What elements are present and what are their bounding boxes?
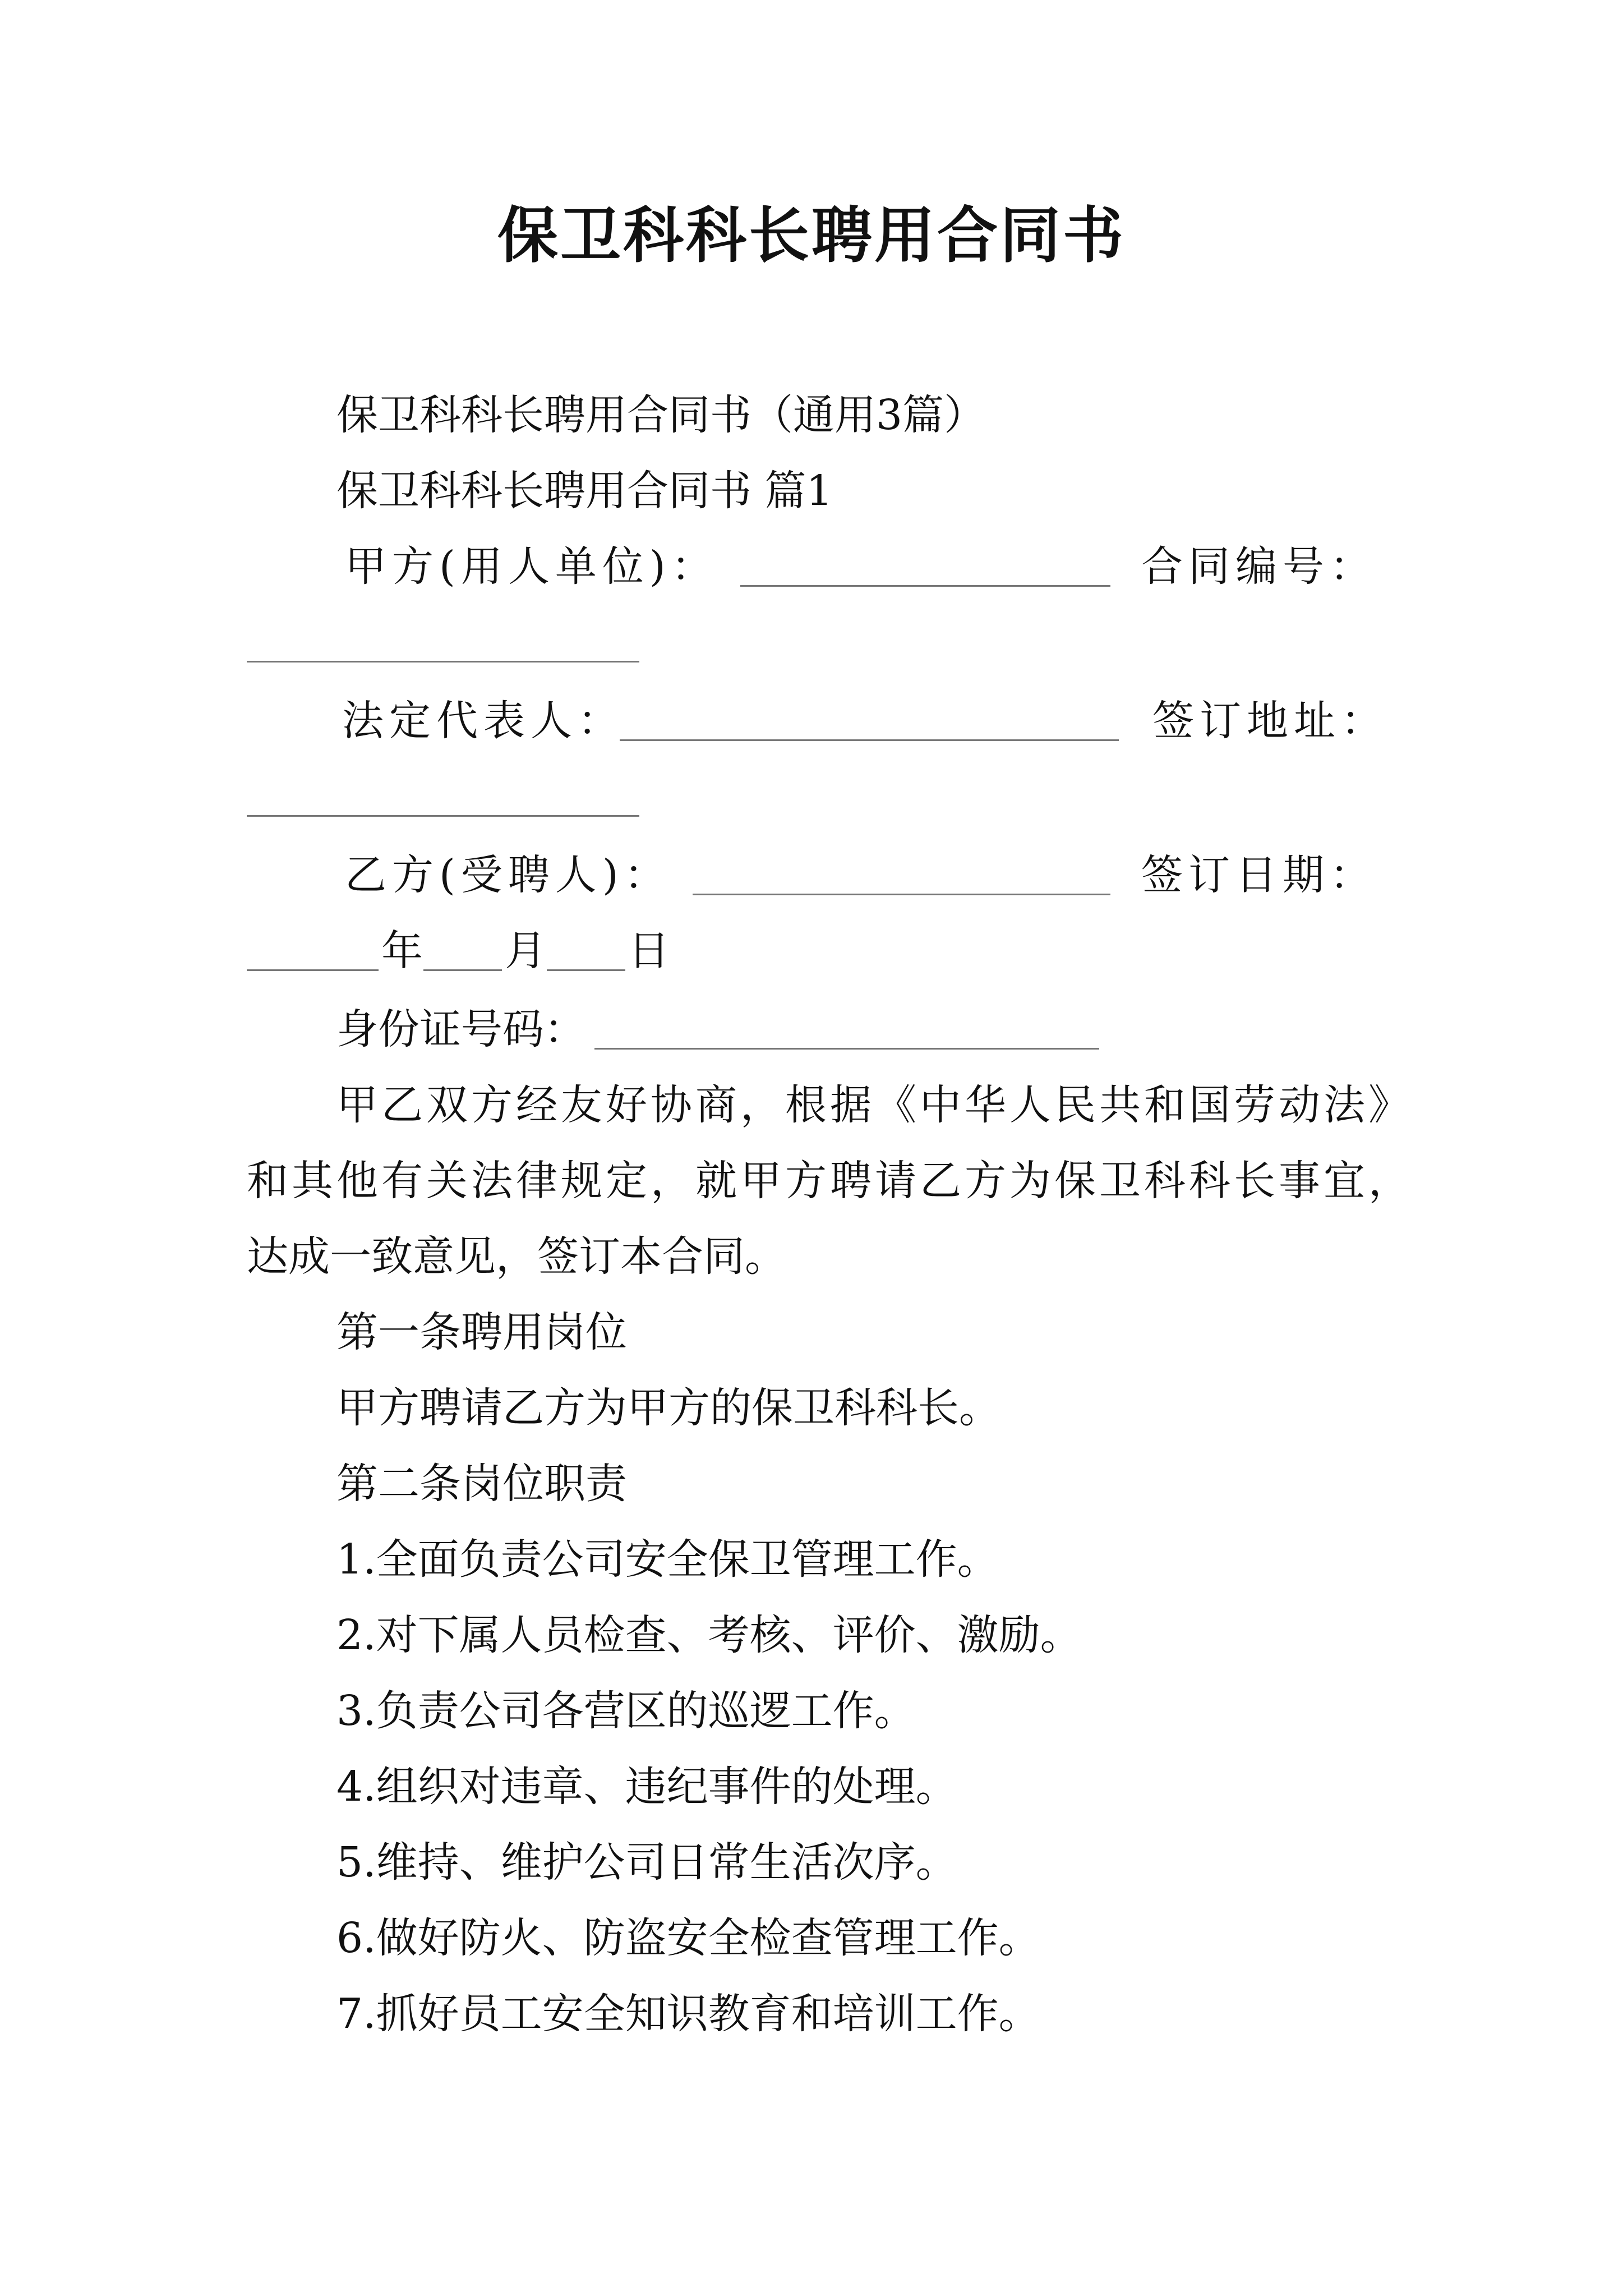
day-label: 日 — [628, 927, 670, 975]
duty-item: 6.做好防火、防盗安全检查管理工作。 — [336, 1914, 1040, 1962]
duty-item: 5.维持、维护公司日常生活次序。 — [336, 1838, 957, 1887]
party-a-blank[interactable] — [740, 541, 1110, 587]
article-1-title: 第一条聘用岗位 — [336, 1308, 627, 1356]
year-blank[interactable] — [247, 926, 379, 971]
party-b-blank[interactable] — [693, 850, 1110, 895]
id-blank[interactable] — [594, 1004, 1099, 1050]
section-heading: 保卫科科长聘用合同书 篇1 — [336, 467, 833, 515]
article-2-title: 第二条岗位职责 — [336, 1460, 627, 1508]
sign-date-label: 签订日期： — [1141, 851, 1377, 899]
duty-item: 2.对下属人员检查、考核、评价、激励。 — [336, 1611, 1082, 1659]
year-label: 年 — [381, 927, 423, 975]
intro-line-1: 甲乙双方经友好协商，根据《中华人民共和国劳动法》 — [336, 1081, 1413, 1129]
day-blank[interactable] — [547, 926, 625, 971]
sign-place-label: 签订地址： — [1152, 697, 1388, 745]
sign-place-blank[interactable] — [247, 771, 639, 817]
duty-item: 7.抓好员工安全知识教育和培训工作。 — [336, 1990, 1040, 2038]
contract-no-blank[interactable] — [247, 617, 639, 662]
duty-item: 3.负责公司各营区的巡逻工作。 — [336, 1687, 916, 1735]
legal-rep-label: 法定代表人： — [342, 697, 625, 745]
document-title: 保卫科科长聘用合同书 — [497, 200, 1126, 271]
document-subtitle: 保卫科科长聘用合同书（通用3篇） — [336, 391, 986, 439]
contract-no-label: 合同编号： — [1141, 542, 1377, 591]
legal-rep-blank[interactable] — [620, 696, 1119, 741]
id-label: 身份证号码： — [336, 1005, 585, 1053]
article-1-text: 甲方聘请乙方为甲方的保卫科科长。 — [336, 1384, 1000, 1432]
duty-item: 4.组织对违章、违纪事件的处理。 — [336, 1763, 957, 1811]
intro-line-3: 达成一致意见，签订本合同。 — [247, 1232, 786, 1281]
duty-item: 1.全面负责公司安全保卫管理工作。 — [336, 1535, 999, 1584]
month-blank[interactable] — [423, 926, 502, 971]
month-label: 月 — [505, 927, 546, 975]
party-b-label: 乙方(受聘人)： — [345, 851, 671, 899]
party-a-label: 甲方(用人单位)： — [345, 542, 718, 591]
intro-line-2: 和其他有关法律规定，就甲方聘请乙方为保卫科科长事宜， — [247, 1157, 1413, 1205]
